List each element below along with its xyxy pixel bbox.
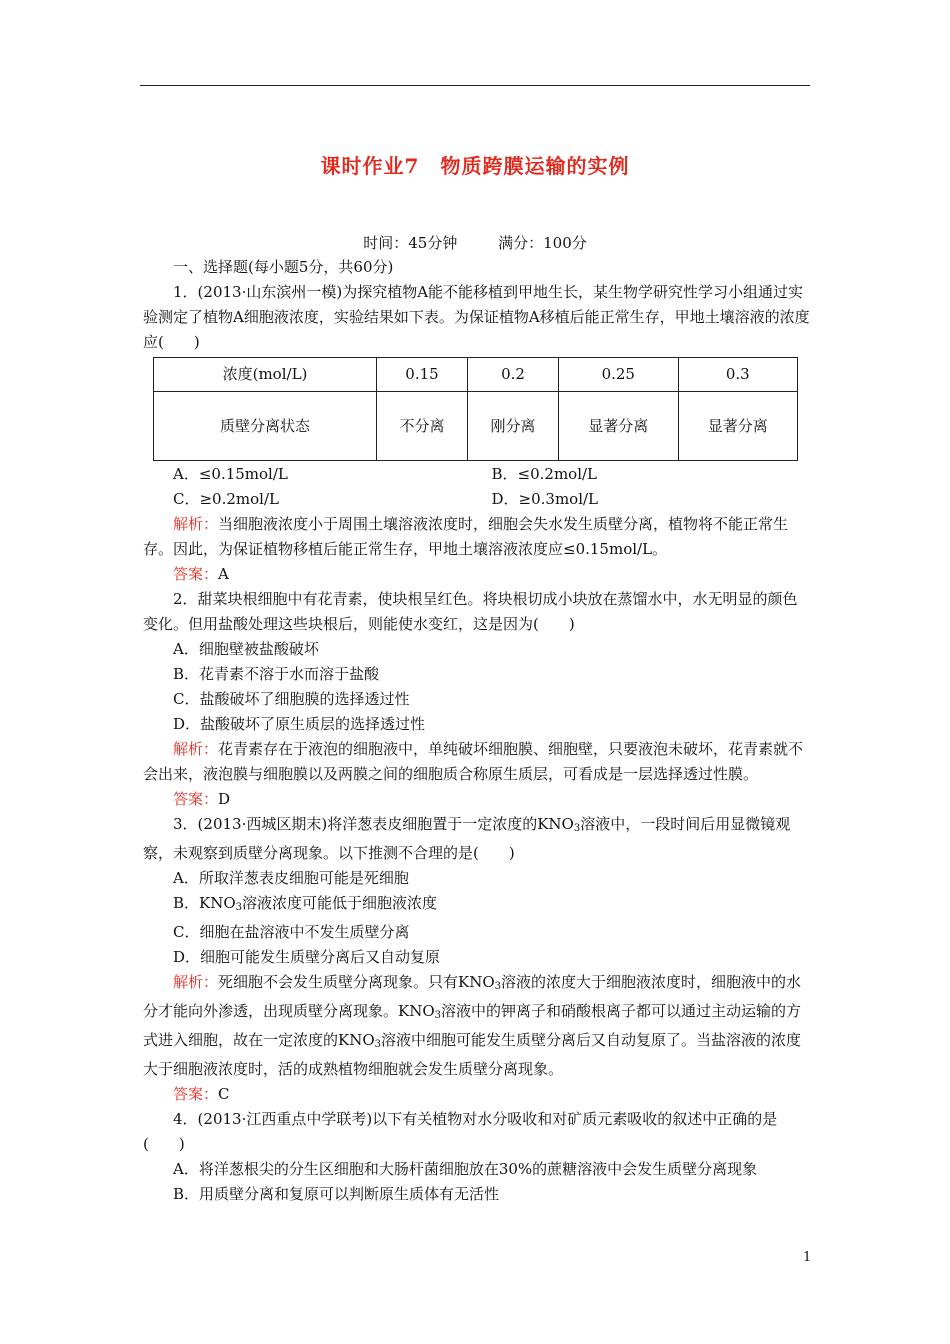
analysis-text: 溶液中的钾离子和硝酸根离子都可以通过主动运输的方式进入细胞，故在一定浓度的KNO <box>143 1002 802 1049</box>
answer-label: 答案： <box>173 565 219 583</box>
q1-option-b: B．≤0.2mol/L <box>491 465 598 483</box>
q1-option-c: C．≥0.2mol/L <box>173 490 279 508</box>
q2-option-c: C．盐酸破坏了细胞膜的选择透过性 <box>173 690 410 708</box>
answer-value: C <box>218 1085 230 1103</box>
answer-value: A <box>218 565 229 583</box>
subscript: 3 <box>374 1039 382 1050</box>
q3-option-c: C．细胞在盐溶液中不发生质壁分离 <box>173 923 410 941</box>
q1-options-row2 <box>143 487 810 512</box>
page-number: 1 <box>803 1250 812 1265</box>
q2-option-a: A．细胞壁被盐酸破坏 <box>173 640 319 658</box>
q1-option-a: A．≤0.15mol/L <box>173 465 288 483</box>
q2-option-d: D．盐酸破坏了原生质层的选择透过性 <box>173 715 426 733</box>
analysis-text: 花青素存在于液泡的细胞液中，单纯破坏细胞膜、细胞壁，只要液泡未破坏，花青素就不会出来，液泡膜与细胞膜以及两膜之间的细胞质合称原生质层，可看成是一层选择透过性膜。 <box>143 740 804 783</box>
q1-stem: 1．(2013·山东滨州一模)为探究植物A能不能移植到甲地生长，某生物学研究性学习小组通过实验测定了植物A细胞液浓度，实验结果如下表。为保证植物A移植后能正常生存，甲地土壤溶液的浓度应( ) <box>143 283 810 351</box>
q3-analysis <box>143 970 810 1082</box>
analysis-text: 溶液的浓度大于细胞液浓度时，细胞液中的水分才能向外渗透，出现质壁分离现象。KNO <box>143 973 802 1020</box>
q2-analysis <box>143 737 810 787</box>
table-cell: 刚分离 <box>468 392 559 461</box>
q3-stem-part: 溶液中，一段时间后用显微镜观察，未观察到质壁分离现象。以下推测不合理的是( ) <box>143 815 791 862</box>
meta-line <box>140 232 810 253</box>
q4-option-a: A．将洋葱根尖的分生区细胞和大肠杆菌细胞放在30%的蔗糖溶液中会发生质壁分离现象 <box>173 1160 758 1178</box>
q3-answer <box>143 1082 810 1107</box>
analysis-text: 当细胞液浓度小于周围土壤溶液浓度时，细胞会失水发生质壁分离，植物将不能正常生存。因此，为保证植物移植后能正常生存，甲地土壤溶液浓度应≤0.15mol/L。 <box>143 515 789 558</box>
analysis-label: 解析： <box>173 515 219 533</box>
time-info: 时间：45分钟 <box>363 234 458 252</box>
table-cell: 0.25 <box>559 358 678 392</box>
header-rule <box>140 85 810 86</box>
analysis-text: 死细胞不会发生质壁分离现象。只有KNO <box>218 973 495 991</box>
answer-value: D <box>218 790 231 808</box>
analysis-label: 解析： <box>173 973 219 991</box>
subscript: 3 <box>235 902 243 913</box>
document-body <box>143 255 810 1207</box>
table-header-state: 质壁分离状态 <box>154 392 377 461</box>
q3-option-b-part: 溶液浓度可能低于细胞液浓度 <box>242 894 438 912</box>
q3-option-d: D．细胞可能发生质壁分离后又自动复原 <box>173 948 441 966</box>
page-title: 课时作业7 物质跨膜运输的实例 <box>320 154 630 178</box>
q4-stem: 4．(2013·江西重点中学联考)以下有关植物对水分吸收和对矿质元素吸收的叙述中正确的是( ) <box>143 1110 778 1153</box>
section-heading: 一、选择题(每小题5分，共60分) <box>173 258 394 276</box>
analysis-text: 溶液中细胞可能发生质壁分离后又自动复原了。当盐溶液的浓度大于细胞液浓度时，活的成熟植物细胞就会发生质壁分离现象。 <box>143 1031 802 1078</box>
q3-stem <box>143 812 810 866</box>
answer-label: 答案： <box>173 1085 219 1103</box>
q1-table <box>153 357 798 461</box>
subscript: 3 <box>494 981 502 992</box>
q2-option-b: B．花青素不溶于水而溶于盐酸 <box>173 665 380 683</box>
q2-answer <box>143 787 810 812</box>
subscript: 3 <box>434 1010 442 1021</box>
table-cell: 0.3 <box>678 358 798 392</box>
q1-analysis <box>143 512 810 562</box>
q1-options-row1 <box>143 462 810 487</box>
q1-option-d: D．≥0.3mol/L <box>491 490 599 508</box>
table-cell: 0.2 <box>468 358 559 392</box>
subscript: 3 <box>573 823 581 834</box>
q3-option-b-part: B．KNO <box>173 894 236 912</box>
q1-answer <box>143 562 810 587</box>
analysis-label: 解析： <box>173 740 219 758</box>
table-cell: 0.15 <box>377 358 468 392</box>
q3-option-b <box>143 891 810 920</box>
q3-option-a: A．所取洋葱表皮细胞可能是死细胞 <box>173 869 409 887</box>
table-cell: 显著分离 <box>559 392 678 461</box>
table-cell: 显著分离 <box>678 392 798 461</box>
answer-label: 答案： <box>173 790 219 808</box>
q4-option-b: B．用质壁分离和复原可以判断原生质体有无活性 <box>173 1185 500 1203</box>
table-cell: 不分离 <box>377 392 468 461</box>
score-info: 满分：100分 <box>498 234 587 252</box>
q3-stem-part: 3．(2013·西城区期末)将洋葱表皮细胞置于一定浓度的KNO <box>173 815 574 833</box>
q2-stem: 2．甜菜块根细胞中有花青素，使块根呈红色。将块根切成小块放在蒸馏水中，水无明显的颜色变化。但用盐酸处理这些块根后，则能使水变红，这是因为( ) <box>143 590 798 633</box>
table-header-concentration: 浓度(mol/L) <box>154 358 377 392</box>
